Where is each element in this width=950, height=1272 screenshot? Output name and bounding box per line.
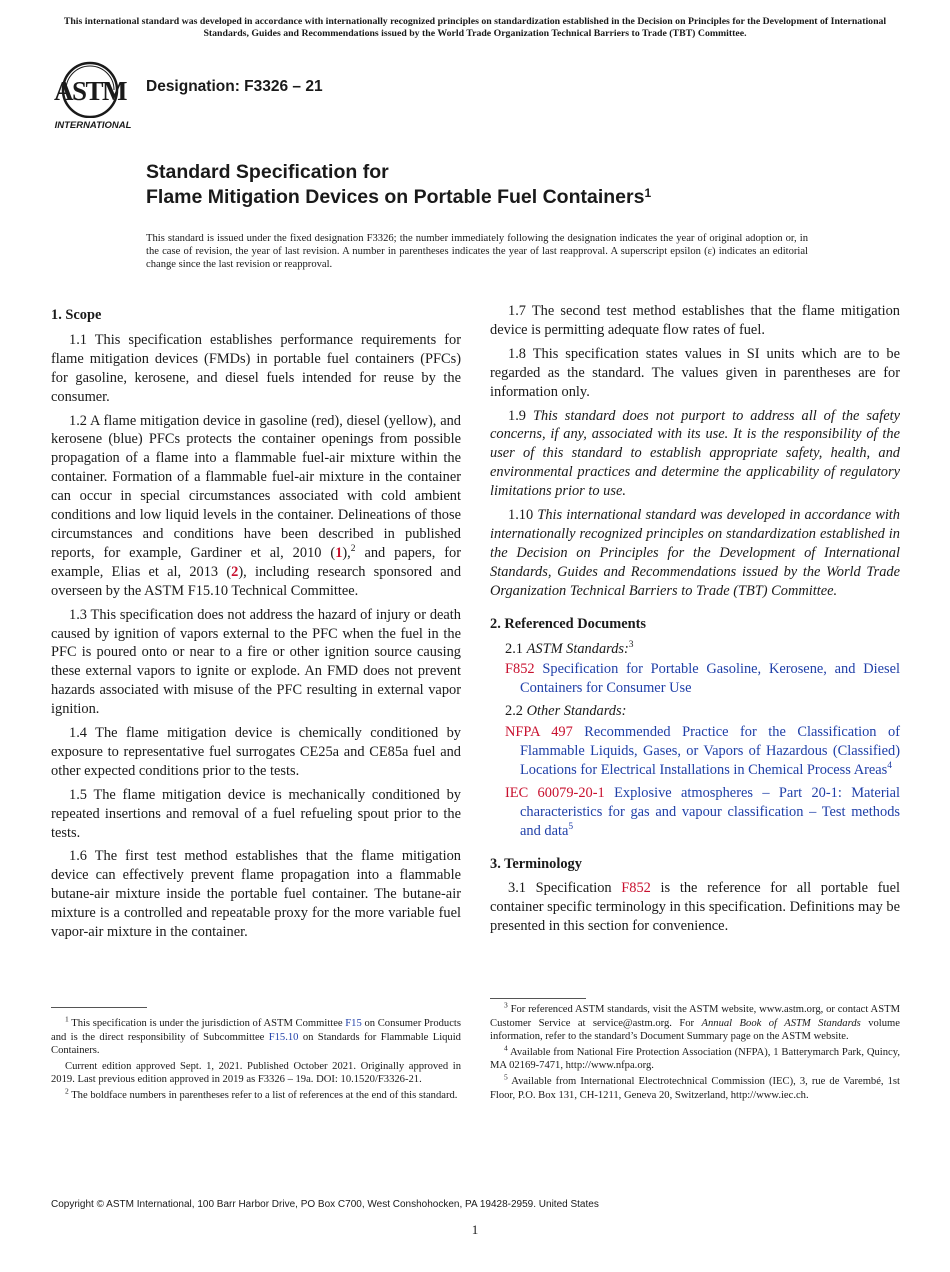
- footnote-mark-2: 2: [350, 544, 356, 555]
- designation: Designation: F3326 – 21: [146, 78, 323, 95]
- page-number: 1: [471, 1222, 479, 1237]
- logo-astm-text: ASTM: [53, 76, 127, 106]
- logo-international-text: INTERNATIONAL: [54, 120, 132, 131]
- title-line-2: Flame Mitigation Devices on Portable Fuel Containers$^1$: [146, 186, 652, 208]
- subcommittee-f15-10-link[interactable]: F15.10: [268, 1031, 299, 1043]
- para-1-8: 1.8 This specification states values in SI units which are to be regarded as the standard. The values given in parentheses are for information only.: [490, 345, 900, 400]
- title-line-1: Standard Specification for: [146, 161, 389, 183]
- para-1-9: 1.9 This standard does not purport to address all of the safety concerns, if any, associated with its use. It is the responsibility of the user of this standard to establish appropriate safety, health, and environmental practices and determine the applicability of regulatory limitations prior to use.: [490, 407, 900, 500]
- f852-inline-link[interactable]: F852: [621, 880, 651, 897]
- astm-standards-subhead: 2.1 ASTM Standards:$^3$: [505, 639, 634, 657]
- footnote-5: $^5$ Available from International Electrotechnical Commission (IEC), 3, rue de Varembé, 1st Floor, P.O. Box 131, CH-1211, Geneva 20, Switzerland, http://www.iec.ch.: [490, 1072, 900, 1101]
- reference-f852: [490, 660, 900, 698]
- copyright: Copyright © ASTM International, 100 Barr Harbor Drive, PO Box C700, West Conshohocken, PA 19428-2959. United States: [51, 1199, 599, 1210]
- footnote-4: $^4$ Available from National Fire Protection Association (NFPA), 1 Batterymarch Park, Quincy, MA 02169-7471, http://www.nfpa.org.: [490, 1043, 900, 1072]
- footnotes-left: [51, 1014, 461, 1105]
- reference-link-2[interactable]: 2: [231, 563, 239, 580]
- other-standards-subhead: 2.2 Other Standards:: [505, 703, 627, 720]
- document-title: [146, 160, 651, 210]
- footnote-3: $^3$ For referenced ASTM standards, visit the ASTM website, www.astm.org, or contact ASTM Customer Service at service@astm.org. For Annual Book of ASTM Standards volume information, refer to the standard’s Document Summary page on the ASTM website.: [490, 1000, 900, 1043]
- footnote-rule-right: [490, 998, 586, 999]
- section-terminology-heading: 3. Terminology: [490, 855, 582, 872]
- para-1-6: 1.6 The first test method establishes that the flame mitigation device can effectively prevent flame propagation into a flammable butane-air mixture inside the portable fuel container. The butane-air mixture is a controlled and repeatable proxy for the more variable fuel vapor-air mixture in the container.: [51, 848, 461, 941]
- astm-logo: [52, 58, 134, 132]
- section-referenced-heading: 2. Referenced Documents: [490, 615, 646, 632]
- para-1-1: 1.1 This specification establishes performance requirements for flame mitigation devices (FMDs) in portable fuel containers (PFCs) for gasoline, kerosene, and diesel fuels intended for reuse by the consumer.: [51, 331, 461, 405]
- para-1-3: 1.3 This specification does not address the hazard of injury or death caused by ignition of vapors external to the PFC when the fuel in the PFC is poured onto or near to a fire or other ignition source causing these external vapors to ignite or explode. An FMD does not prevent hazards associated with misuse of the PFC resulting in external vapor ignition.: [51, 606, 461, 718]
- f852-link[interactable]: F852: [505, 661, 535, 678]
- footnote-1: $^1$ This specification is under the jurisdiction of ASTM Committee F15 on Consumer Products and is the direct responsibility of Subcommittee F15.10 on Standards for Flammable Liquid Containers.: [51, 1014, 461, 1057]
- para-1-10: 1.10 This international standard was developed in accordance with internationally recognized principles on standardization established in the Decision on Principles for the Development of International Standards, Guides and Recommendations issued by the World Trade Organization Technical Barriers to Trade (TBT) Committee.: [490, 507, 901, 599]
- f852-title-link[interactable]: Specification for Portable Gasoline, Kerosene, and Diesel Containers for Consumer Use: [520, 661, 900, 697]
- para-1-2: 1.2 A flame mitigation device in gasoline (red), diesel (yellow), and kerosene (blue) PFCs protects the container openings from possible propagation of a flame into a flammable fuel-air mixture within the container. Formation of a flammable fuel-air mixture in the container can occur in special circumstances associated with cold ambient conditions and low liquid levels in the container. Delineations of those circumstances and conditions have been described in published reports, for example, Gardiner et al, 2010 (1),$^2$ and papers, for example, Elias et al, 2013 (2), including research sponsored and overseen by the ASTM F15.10 Technical Committee.: [51, 412, 462, 599]
- committee-f15-link[interactable]: F15: [345, 1018, 362, 1029]
- section-scope-heading: 1. Scope: [51, 307, 102, 323]
- top-notice: This international standard was developed in accordance with internationally recognized principles on standardization established in the Decision on Principles for the Development of International Standards, Guides and Recommendations issued by the World Trade Organization Technical Barriers to Trade (TBT) Committee.: [63, 16, 887, 39]
- title-footnote-mark: 1: [644, 186, 652, 200]
- nfpa-497-title-link[interactable]: Recommended Practice for the Classification of Flammable Liquids, Gases, or Vapors of Hazardous (Classified) Locations for Electrical Installations in Chemical Process Areas: [520, 724, 900, 778]
- para-1-5: 1.5 The flame mitigation device is mechanically conditioned by repeated insertions and removal of a fuel refueling spout prior to the tests.: [51, 786, 461, 841]
- footnote-1-edition: Current edition approved Sept. 1, 2021. Published October 2021. Originally approved in 2019. Last previous edition approved in 2019 as F3326 – 19a. DOI: 10.1520/F3326-21.: [51, 1060, 461, 1086]
- para-1-4: 1.4 The flame mitigation device is chemically conditioned by exposure to representative fuel surrogates CE25a and CE85a fuel and other expected conditions prior to the tests.: [51, 725, 461, 779]
- reference-nfpa-497: NFPA 497 Recommended Practice for the Classification of Flammable Liquids, Gases, or Vapors of Hazardous (Classified) Locations for Electrical Installations in Chemical Process Areas$^4$: [505, 724, 900, 778]
- iec-60079-link[interactable]: IEC 60079-20-1: [505, 784, 605, 801]
- reference-link-1[interactable]: 1: [335, 544, 343, 561]
- iec-60079-title-link[interactable]: Explosive atmospheres – Part 20-1: Material characteristics for gas and vapour classification – Test methods and data: [520, 784, 900, 839]
- reference-iec-60079: IEC 60079-20-1 Explosive atmospheres – Part 20-1: Material characteristics for gas and vapour classification – Test methods and data$^5$: [505, 784, 900, 839]
- right-column: [490, 302, 900, 941]
- issued-note: This standard is issued under the fixed designation F3326; the number immediately following the designation indicates the year of original adoption or, in the case of revision, the year of last revision. A number in parentheses indicates the year of last reapproval. A superscript epsilon (ε) indicates an editorial change since the last revision or reapproval.: [146, 233, 808, 270]
- footnote-rule-left: [51, 1007, 147, 1008]
- footnotes-right: [490, 1000, 900, 1104]
- nfpa-497-link[interactable]: NFPA 497: [505, 724, 573, 741]
- para-3-1: 3.1 Specification F852 is the reference for all portable fuel container specific terminology in this specification. Definitions may be presented in this section for convenience.: [490, 880, 901, 935]
- left-column: [51, 306, 461, 947]
- footnote-2: $^2$ The boldface numbers in parentheses refer to a list of references at the end of this standard.: [65, 1086, 458, 1101]
- para-1-7: 1.7 The second test method establishes that the flame mitigation device is permitting adequate flow rates of fuel.: [490, 303, 900, 338]
